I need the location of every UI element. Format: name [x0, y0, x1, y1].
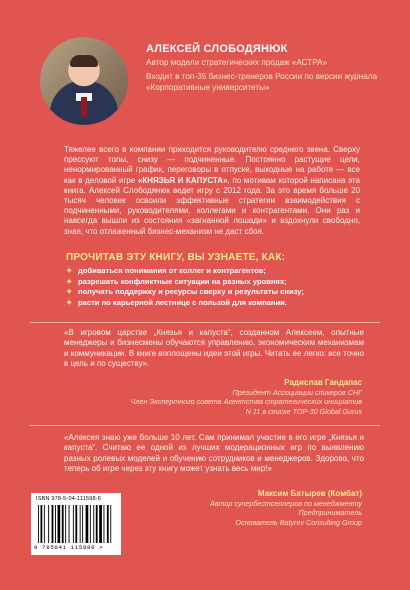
barcode-stripe [58, 505, 61, 543]
intro-text-start: Тяжелее всего в компании приходится руководителю среднего звена. Сверху прессуют топы, снизу — подчиненные. Постоянно растущие цели, ненормированный график, переговоры в отпуске, выходные на работе — все как в деловой игре [64, 145, 360, 185]
author-name: АЛЕКСЕЙ СЛОБОДЯНЮК [146, 43, 288, 55]
intro-paragraph [64, 145, 360, 237]
photo-tie [81, 97, 87, 117]
testimonial-2-author: Максим Батырев (Комбат) [257, 489, 362, 498]
testimonial-1: «В игровом царстве „Князья и капуста“, созданном Алексеем, опытные менеджеры и бизнесмены обучаются управлению, экономическим механизмам и коммуникации. В книге воплощены идеи этой игры. Читать ее легко: все точно в цель и по существу». [64, 328, 364, 369]
divider [30, 322, 380, 323]
barcode-stripe [82, 505, 83, 543]
barcode-stripe [93, 505, 94, 543]
intro-game-title: «КНЯЗЬЯ И КАПУСТА» [137, 175, 228, 185]
learn-item-text: разрешать конфликтные ситуации на разных уровнях; [78, 276, 287, 286]
barcode [31, 493, 121, 555]
barcode-stripe [65, 505, 66, 543]
star-bullet-icon: ✦ [66, 297, 73, 307]
learn-list [66, 266, 366, 308]
isbn-label: ISBN 978-5-04-111598-6 [36, 496, 102, 502]
testimonial-1-signature [131, 378, 362, 416]
barcode-number: 9 785041 115986 > [34, 544, 104, 551]
barcode-stripe [52, 505, 54, 543]
barcode-stripe [73, 505, 74, 543]
testimonial-2-signature [210, 489, 362, 527]
testimonial-2-role: Предприниматель [298, 508, 362, 517]
barcode-stripe [107, 505, 109, 543]
barcode-stripe [90, 505, 91, 543]
author-photo [40, 37, 128, 125]
barcode-stripe [44, 505, 45, 543]
testimonial-1-author: Радислав Гандапас [284, 378, 362, 387]
star-bullet-icon: ✦ [66, 266, 73, 275]
learn-item-text: добиваться понимания от коллег и контрагентов; [78, 266, 266, 275]
learn-item-text: получать поддержку и ресурсы сверху и результаты снизу; [78, 287, 304, 296]
testimonial-2: «Алексея знаю уже больше 10 лет. Сам принимал участие в его игре „Князья и капуста“. Считаю ее одной из лучших модерационных игр по выявлению разных ролевых моделей и обучению сотрудников и менеджеров. Здорово, что теперь об игре через эту книгу может узнать весь мир!» [64, 433, 364, 474]
learn-item [66, 298, 366, 309]
photo-hair [70, 55, 98, 67]
barcode-stripe [48, 505, 49, 543]
author-block [40, 37, 380, 127]
barcode-stripe [80, 505, 81, 543]
barcode-stripe [38, 505, 39, 543]
learn-item-text: расти по карьерной лестнице с пользой для компании. [78, 297, 287, 307]
barcode-stripe [55, 505, 56, 543]
learn-item [66, 287, 366, 298]
barcode-stripe [96, 505, 98, 543]
learn-item [66, 277, 366, 288]
testimonial-2-role: Автор супербестселлеров по менеджменту [209, 498, 362, 508]
barcode-stripe [104, 505, 105, 543]
intro-text-end: , по мотивам которой написана эта книга. Алексей Слободянюк ведет игру с 2012 года. За это время больше 20 тысяч человек освоили эффективные стратегии взаимодействия с подчиненными, руководителями, коллегами и контрагентами. Они раз и навсегда вышли из состояния «загнанной лошади» и вздохнули свободно, зная, что отлаженный бизнес-механизм не даст сбоя. [64, 175, 360, 236]
author-credential-2: Входит в топ-35 бизнес-тренеров России по версии журнала «Корпоративные университеты» [146, 72, 378, 92]
barcode-stripe [110, 505, 111, 543]
testimonial-1-role: Член Экспертного совета Агентства стратегических инициатив [130, 397, 362, 406]
author-credential-1: Автор модели стратегических продаж «АСТРА» [146, 58, 328, 67]
barcode-bars [38, 505, 114, 543]
barcode-stripe [62, 505, 64, 543]
learn-heading: ПРОЧИТАВ ЭТУ КНИГУ, ВЫ УЗНАЕТЕ, КАК: [66, 252, 286, 263]
barcode-stripe [75, 505, 77, 543]
testimonial-1-role: N 11 в списке TOP-30 Global Gurus [245, 406, 362, 416]
barcode-stripe [86, 505, 89, 543]
star-bullet-icon: ✦ [66, 276, 73, 286]
testimonial-2-role: Основатель Batyrev Consulting Group [235, 517, 362, 527]
learn-item [66, 266, 366, 277]
barcode-stripe [99, 505, 102, 543]
barcode-stripe [41, 505, 43, 543]
star-bullet-icon: ✦ [66, 287, 73, 296]
testimonial-1-role: Президент Ассоциации спикеров СНГ [232, 387, 362, 397]
barcode-stripe [69, 505, 70, 543]
divider [30, 425, 380, 426]
